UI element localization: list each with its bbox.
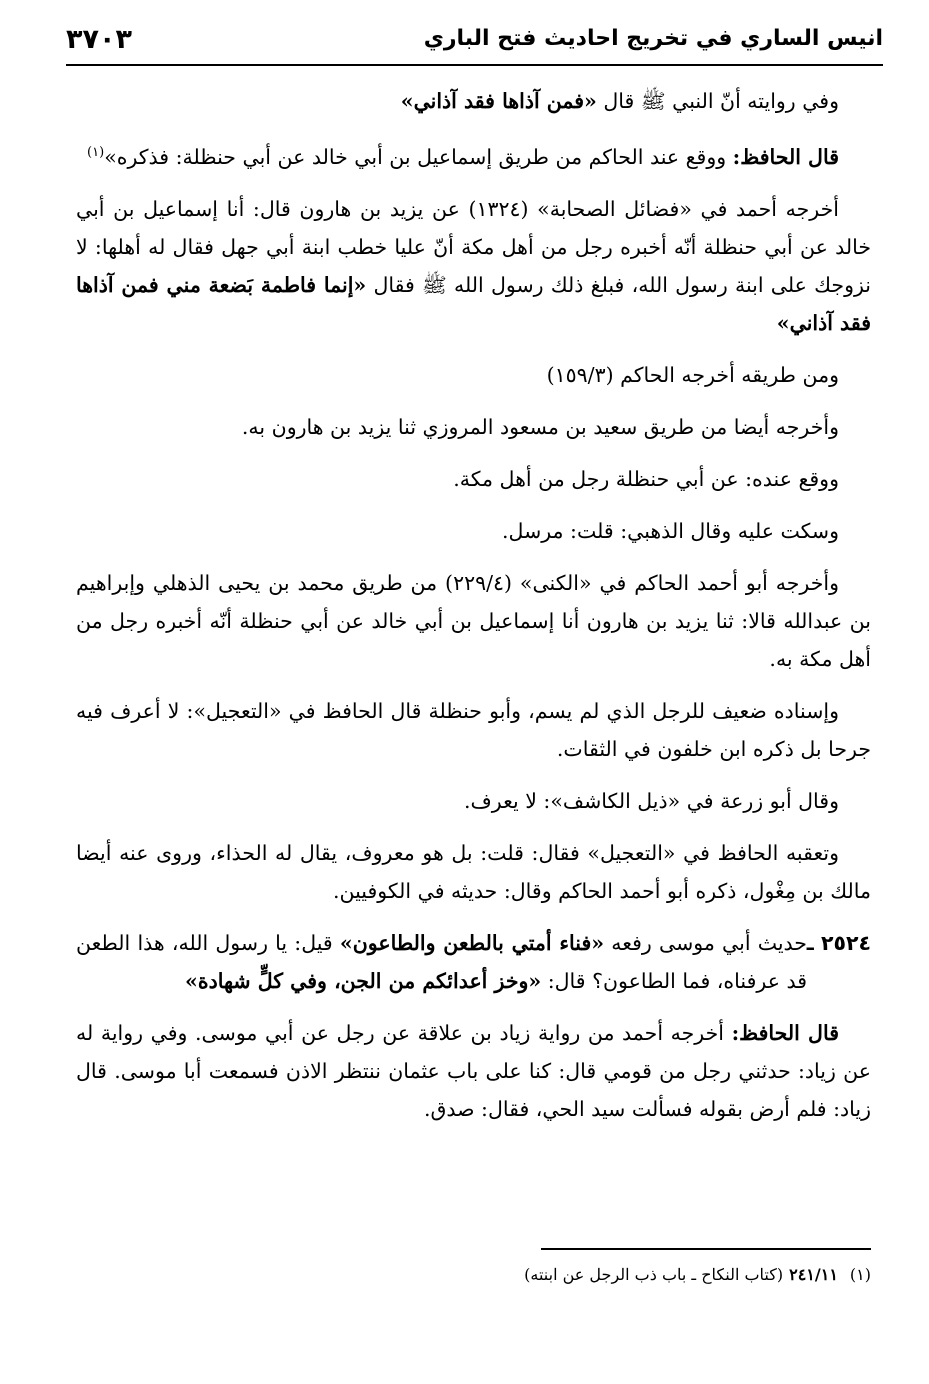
footnote	[76, 1262, 871, 1288]
page-header	[66, 24, 883, 66]
hafiz-label: قال الحافظ:	[731, 1020, 839, 1045]
text-span: أخرجه أحمد من رواية زياد بن علاقة عن رجل عن أبي موسى. وفي رواية له عن زياد: حدثني رجل من قومي قال: كنا على باب عثمان ننتظر الاذن فسمعت أبا موسى. قال زياد: فلم أرض بقوله فسألت سيد الحي، فقال: صدق.	[76, 1020, 871, 1121]
paragraph: وأخرجه أبو أحمد الحاكم في «الكنى» (٢٢٩/٤) من طريق محمد بن يحيى الذهلي وإبراهيم بن عبدالله قالا: ثنا يزيد بن هارون أنا إسماعيل بن أبي خالد عن أبي حنظلة أنّه أخبره رجل من أهل مكة به.	[76, 570, 871, 671]
text-span: ووقع عند الحاكم من طريق إسماعيل بن أبي خالد عن أبي حنظلة: فذكره»	[104, 144, 733, 169]
paragraph: وتعقبه الحافظ في «التعجيل» فقال: قلت: بل هو معروف، يقال له الحذاء، وروى عنه أيضا مالك بن مِغْول، ذكره أبو أحمد الحاكم وقال: حديثه في الكوفيين.	[76, 840, 871, 903]
paragraph: وسكت عليه وقال الذهبي: قلت: مرسل.	[502, 518, 839, 543]
paragraph	[76, 134, 871, 176]
text-span: قيل: يا رسول الله، هذا الطعن قد عرفناه، فما الطاعون؟ قال:	[76, 930, 807, 993]
hadith-entry	[76, 924, 871, 1000]
text-span: حديث أبي موسى رفعه	[604, 930, 807, 955]
paragraph: وإسناده ضعيف للرجل الذي لم يسم، وأبو حنظلة قال الحافظ في «التعجيل»: لا أعرف فيه جرحا بل ذكره ابن خلفون في الثقات.	[76, 698, 871, 761]
paragraph	[76, 190, 871, 342]
paragraph	[76, 82, 871, 120]
main-text	[76, 82, 871, 1142]
hadith-number: ٢٥٢٤ ـ	[806, 930, 871, 955]
hadith-quote: «إنما فاطمة بَضعة مني فمن آذاها فقد آذاني»	[76, 272, 871, 335]
footnote-marker: (١)	[87, 145, 105, 160]
footnote-divider	[541, 1248, 871, 1250]
text-span: أخرجه أحمد في «فضائل الصحابة» (١٣٢٤) عن يزيد بن هارون قال: أنا إسماعيل بن أبي خالد عن أبي حنظلة أنّه أخبره رجل من أهل مكة أنّ عليا خطب ابنة أبي جهل فقال له أهلها: لا نزوجك على ابنة رسول الله، فبلغ ذلك رسول الله ﷺ فقال	[76, 196, 871, 297]
running-title: انيس الساري في تخريج احاديث فتح الباري	[423, 26, 883, 51]
footnote-text: (كتاب النكاح ـ باب ذب الرجل عن ابنته)	[524, 1265, 784, 1284]
hadith-quote: «فناء أمتي بالطعن والطاعون»	[339, 930, 605, 955]
footnote-reference: ٢٤١/١١	[789, 1265, 838, 1284]
footnote-number: (١)	[849, 1265, 871, 1284]
page-number: ٣٧٠٣	[66, 24, 132, 55]
hafiz-label: قال الحافظ:	[732, 144, 839, 169]
paragraph	[76, 1014, 871, 1128]
paragraph: ووقع عنده: عن أبي حنظلة رجل من أهل مكة.	[453, 466, 839, 491]
paragraph: وقال أبو زرعة في «ذيل الكاشف»: لا يعرف.	[464, 788, 839, 813]
hadith-quote: «فمن آذاها فقد آذاني»	[400, 89, 597, 113]
text-span: وفي روايته أنّ النبي ﷺ قال	[596, 89, 839, 113]
hadith-quote: «وخز أعدائكم من الجن، وفي كلٍّ شهادة»	[185, 968, 542, 993]
paragraph: ومن طريقه أخرجه الحاكم (١٥٩/٣)	[546, 362, 839, 387]
paragraph: وأخرجه أيضا من طريق سعيد بن مسعود المروزي ثنا يزيد بن هارون به.	[241, 414, 839, 439]
